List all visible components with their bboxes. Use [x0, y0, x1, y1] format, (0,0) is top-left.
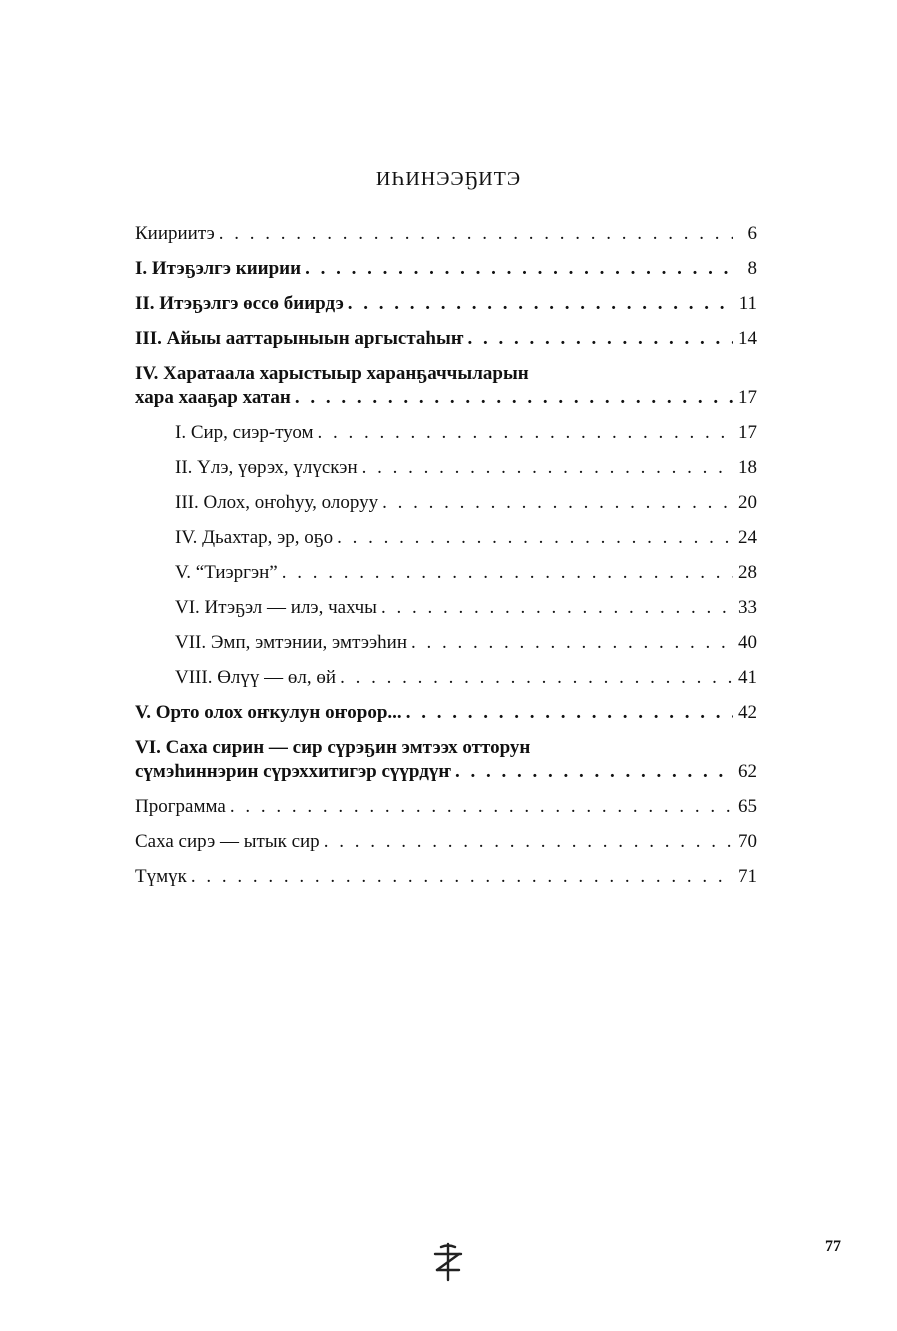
toc-entry-chapter-5[interactable] [135, 701, 757, 725]
toc-entry-page: 24 [738, 527, 757, 548]
toc-entry-label: VI. Итэҕэл — илэ, чахчы [175, 597, 377, 618]
toc-entry-section-4-6[interactable] [135, 596, 757, 620]
toc-entry-page: 41 [738, 667, 757, 688]
toc-entry-label-line1: VI. Саха сирин — сир сүрэҕин эмтээх отторун [135, 737, 531, 758]
toc-entry-chapter-4[interactable] [135, 362, 757, 410]
dot-leader [348, 292, 733, 316]
dot-leader [381, 596, 733, 620]
toc-entry-section-4-1[interactable] [135, 421, 757, 445]
toc-entry-chapter-3[interactable] [135, 327, 757, 351]
toc-entry-label: I. Итэҕэлгэ киирии [135, 258, 302, 279]
toc-entry-section-4-7[interactable] [135, 631, 757, 655]
toc-entry-label: II. Итэҕэлгэ өссө биирдэ [135, 293, 344, 314]
toc-entry-label: V. Орто олох оҥкулун оҥорор... [135, 702, 402, 723]
toc-entry-page: 42 [738, 702, 757, 723]
toc-entry-page: 33 [738, 597, 757, 618]
toc-entry-label: хара хааҕар хатан [135, 387, 291, 408]
toc-entry-section-4-8[interactable] [135, 666, 757, 690]
toc-entry-label: V. “Тиэргэн” [175, 562, 278, 583]
toc-entry-section-4-4[interactable] [135, 526, 757, 550]
dot-leader [411, 631, 733, 655]
toc-entry-chapter-2[interactable] [135, 292, 757, 316]
toc-entry-label: VII. Эмп, эмтэнии, эмтээһин [175, 632, 407, 653]
toc-entry-label: Программа [135, 796, 226, 817]
toc-entry-page: 70 [738, 831, 757, 852]
toc-entry-section-4-3[interactable] [135, 491, 757, 515]
toc-entry-programme[interactable] [135, 795, 757, 819]
dot-leader [406, 701, 733, 725]
toc-entry-page: 14 [738, 328, 757, 349]
toc-entry-label: Саха сирэ — ытык сир [135, 831, 320, 852]
dot-leader [230, 795, 733, 819]
dot-leader [305, 257, 733, 281]
toc-entry-page: 18 [738, 457, 757, 478]
toc-entry-page: 17 [738, 422, 757, 443]
dot-leader [468, 327, 734, 351]
table-of-contents [135, 222, 757, 889]
toc-entry-sacred-land[interactable] [135, 830, 757, 854]
toc-entry-chapter-1[interactable] [135, 257, 757, 281]
toc-entry-label: II. Үлэ, үөрэх, үлүскэн [175, 457, 358, 478]
toc-entry-page: 20 [738, 492, 757, 513]
toc-entry-section-4-2[interactable] [135, 456, 757, 480]
page-title: ИҺИНЭЭҔИТЭ [375, 168, 522, 190]
dot-leader [382, 491, 733, 515]
toc-entry-label: Киириитэ [135, 223, 215, 244]
toc-entry-page: 71 [738, 866, 757, 887]
toc-entry-label-line1: IV. Харатаала харыстыыр харанҕаччыларын [135, 363, 529, 384]
dot-leader [318, 421, 734, 445]
toc-entry-label: IV. Дьахтар, эр, оҕо [175, 527, 334, 548]
dot-leader [295, 386, 733, 410]
dot-leader [337, 526, 733, 550]
dot-leader [324, 830, 733, 854]
toc-entry-page: 40 [738, 632, 757, 653]
page-number: 77 [825, 1238, 841, 1255]
toc-entry-label: сүмэһиннэрин сүрэххитигэр сүүрдүҥ [135, 761, 452, 782]
toc-entry-label: III. Олох, оҥоһуу, олоруу [175, 492, 379, 513]
toc-entry-page: 8 [747, 258, 757, 279]
dot-leader [219, 222, 733, 246]
toc-entry-section-4-5[interactable] [135, 561, 757, 585]
emblem-icon [431, 1242, 465, 1282]
toc-entry-page: 28 [738, 562, 757, 583]
toc-entry-page: 11 [738, 293, 757, 314]
dot-leader [282, 561, 733, 585]
toc-entry-page: 17 [738, 387, 757, 408]
dot-leader [455, 760, 733, 784]
dot-leader [191, 865, 733, 889]
dot-leader [340, 666, 733, 690]
toc-entry-label: III. Айыы ааттарыныын аргыстаһыҥ [135, 328, 464, 349]
toc-entry-introduction[interactable] [135, 222, 757, 246]
dot-leader [362, 456, 733, 480]
toc-entry-page: 65 [738, 796, 757, 817]
toc-entry-label: Түмүк [135, 866, 187, 887]
toc-entry-label: VIII. Өлүү — өл, өй [175, 667, 337, 688]
toc-entry-conclusion[interactable] [135, 865, 757, 889]
toc-entry-chapter-6[interactable] [135, 736, 757, 784]
toc-entry-label: I. Сир, сиэр-туом [175, 422, 314, 443]
toc-entry-page: 6 [747, 223, 757, 244]
toc-entry-page: 62 [738, 761, 757, 782]
